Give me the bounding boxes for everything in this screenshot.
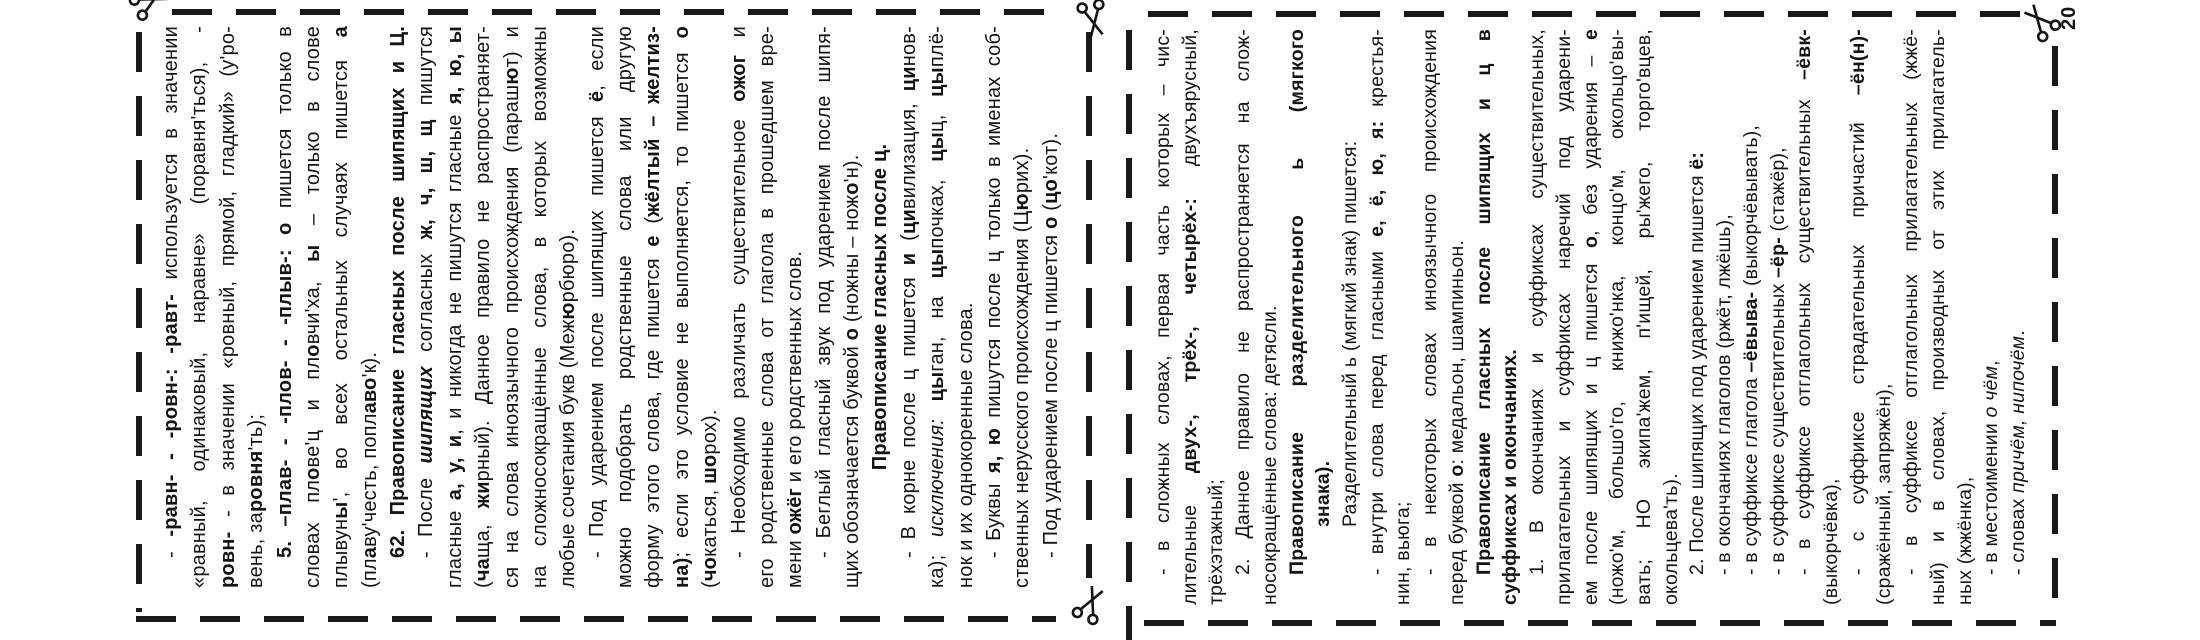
text-line: (чокаться, шорох). — [699, 409, 722, 588]
text-line: Разделительный ь (мягкий знак) пишется: — [1339, 140, 1362, 527]
text-line: Правописание разделительного ь (мягкого — [1285, 29, 1308, 575]
text-line: Правописание гласных после ц. — [869, 143, 892, 471]
text-line: - После шипящих согласных ж, ч, ш, щ пишутся — [415, 26, 438, 558]
text-line: - Под ударением после шипящих пишется ё, если — [585, 26, 608, 558]
text-line: ся на слова иноязычного происхождения (парашют) и — [500, 26, 523, 588]
text-line: ный) и в словах, производных от этих прилагатель- — [1926, 29, 1949, 605]
text-line: - внутри слова перед гласными е, ё, ю, я: крестья- — [1365, 28, 1388, 575]
text-line: лительные двух-, трёх-, четырёх-: двухъярусный, — [1178, 28, 1201, 605]
text-line: - в сложных словах, первая часть которых – чис- — [1152, 29, 1174, 575]
text-line: на сложносокращённые слова, в которых возможны — [528, 26, 551, 588]
text-line: - в некоторых словах иноязычного происхождения — [1419, 29, 1442, 575]
text-line: ровн- - в значении «ровный, прямой, гладкий» (у'ро- — [216, 26, 239, 588]
card-right-left-border — [1126, 30, 1132, 640]
text-line: плывуны', во всех остальных случаях пишется а — [330, 26, 353, 588]
card-right-bottom-border — [1144, 620, 2056, 626]
text-line: знака). — [1312, 460, 1335, 527]
text-line: трёхэтажный; — [1205, 479, 1228, 605]
text-line: нок и их однокоренные слова. — [954, 302, 977, 588]
text-line: ем после шипящих и ц пишется о, без ударения – е — [1579, 29, 1602, 605]
text-line: вать; НО экипа'жем, п'ищей, ры'жего, торго'вцев, — [1632, 29, 1655, 605]
cut-line-left-vertical — [136, 32, 142, 612]
cheat-card-left — [157, 26, 1065, 588]
text-line: (ножо'м, большо'го, книжо'нка, концо'м, окольцо'вы- — [1606, 29, 1629, 605]
text-line: вень, заровня'ть); — [245, 413, 268, 588]
text-line: - в окончаниях глаголов (ржёт, лжёшь), — [1713, 214, 1736, 575]
cheat-card-right — [1150, 29, 2032, 605]
text-line: перед буквой о: медальон, шампиньон. — [1445, 239, 1468, 605]
text-line: словах плове'ц и пловчи'ха, ы – только в слове — [301, 26, 324, 588]
text-line: - словах причём, нипочём. — [2007, 330, 2029, 575]
text-line: форму этого слова, где пишется е (жёлтый – желтиз- — [642, 26, 665, 588]
text-line: его родственные слова от глагола в прошедшем вре- — [755, 26, 778, 588]
text-line: Правописание гласных после шипящих и ц в — [1472, 29, 1495, 575]
text-line: - в суффиксе глагола –ёвыва- (выкорчёвывать), — [1739, 124, 1762, 575]
text-line: 2. Данное правило не распространяется на слож- — [1232, 29, 1255, 575]
card-right-top-border — [1148, 11, 2036, 17]
text-line: 2. После шипящих под ударением пишется ё: — [1686, 151, 1709, 575]
card-left-top-border — [172, 9, 1062, 15]
text-line: (плаву'честь, поплаво'к). — [358, 351, 381, 588]
text-line: 62. Правописание гласных после шипящих и Ц. — [387, 26, 409, 558]
text-line: любые сочетания букв (Межюрбюро). — [557, 228, 580, 588]
text-line: (выкорчёвка), — [1819, 478, 1842, 605]
text-line: (сражённый, запряжён), — [1873, 383, 1896, 605]
cut-line-middle-vertical — [1086, 32, 1092, 578]
text-line: гласные а, у, и, и никогда не пишутся гласные я, ю, ы — [443, 26, 466, 588]
cheat-card-right-text — [1150, 29, 2032, 605]
scissors-icon — [1068, 581, 1112, 630]
text-line: - Необходимо различать существительное ожог и — [727, 25, 750, 558]
text-line: нин, вьюга; — [1392, 501, 1415, 605]
text-line: - Буквы я, ю пишутся после ц только в именах соб- — [982, 26, 1005, 558]
text-line: мени ожёг и его родственных слов. — [784, 250, 807, 588]
text-line: окольцева'ть). — [1659, 473, 1682, 605]
text-line: - Беглый гласный звук под ударением после шипя- — [812, 26, 835, 558]
text-line: - в местоимении о чём, — [1980, 360, 2003, 575]
text-line: - в суффиксе отглагольных прилагательных (жжё- — [1900, 29, 1923, 575]
text-line: носокращённые слова: детясли. — [1258, 305, 1281, 605]
text-line: 1. В окончаниях и суффиксах существительных, — [1526, 29, 1549, 575]
card-left-bottom-border — [136, 616, 1056, 622]
text-line: - в суффиксе отглагольных существительных –ёвк- — [1793, 29, 1816, 575]
cheat-card-left-text — [157, 26, 1065, 588]
text-line: - в суффиксе существительных –ёр- (стажёр), — [1766, 147, 1789, 575]
text-line: - Под ударением после ц пишется о (цо'кот). — [1039, 132, 1062, 558]
scissors-icon — [124, 0, 173, 25]
text-line: (чаща, жирный). Данное правило не распространяет- — [472, 26, 495, 588]
text-line: «равный, одинаковый, наравне» (поравня'ться), - — [188, 26, 211, 588]
text-line: - В корне после ц пишется и (цивилизация, цинов- — [897, 26, 920, 558]
text-line: на); если это условие не выполняется, то пишется о — [670, 26, 693, 588]
card-right-right-border — [2052, 46, 2058, 616]
text-line: можно подобрать родственные слова или другую — [614, 26, 636, 588]
text-line: - с суффиксе страдательных причастий –ён(н)- — [1846, 29, 1869, 575]
text-line: щих обозначается буквой о (ножны – ножо'н). — [841, 154, 863, 588]
text-line: - -равн- - -ровн-: -равт- используется в значении — [160, 26, 182, 558]
scissors-icon — [1074, 0, 1112, 41]
text-line: ка); исключения: цыган, на цыпочках, цыц, цыплё- — [926, 26, 949, 588]
text-line: ственных нерусского происхождения (Цюрих). — [1011, 147, 1034, 588]
text-line: ных (жжёнка), — [1953, 476, 1976, 605]
text-line: прилагательных и суффиксах наречий под ударени- — [1552, 29, 1575, 605]
text-line: суффиксах и окончаниях. — [1499, 349, 1522, 605]
page-number: 20 — [2058, 5, 2080, 30]
text-line: 5. –плав- - -плов- - -плыв-: о пишется только в — [273, 26, 296, 558]
